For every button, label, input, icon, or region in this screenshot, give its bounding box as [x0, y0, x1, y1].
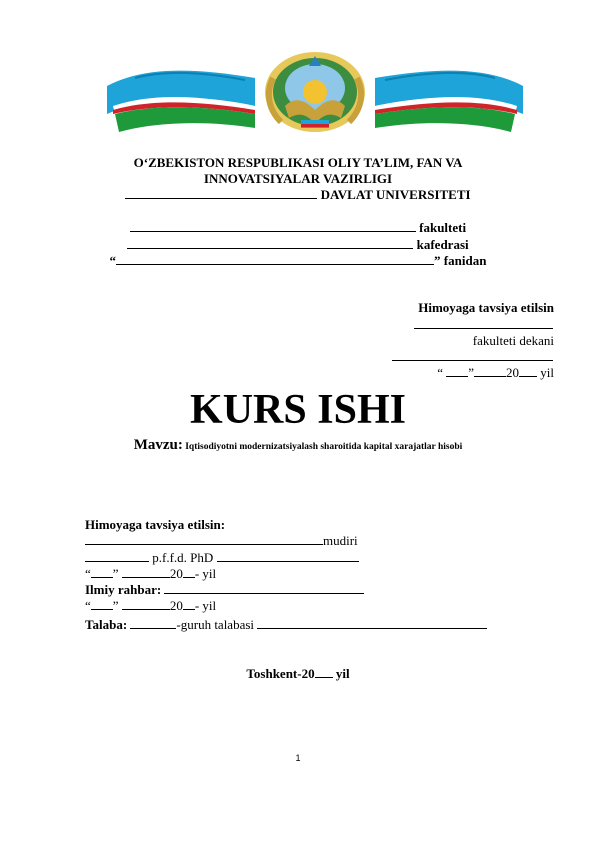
subject-line: “ ” fanidan: [109, 253, 487, 268]
subject-blank: [116, 253, 434, 265]
main-title: KURS ISHI: [190, 387, 406, 433]
left-flag-icon: [107, 71, 255, 132]
dean-label: fakulteti dekani: [472, 333, 554, 348]
department-blank: [127, 237, 413, 249]
head-line: [85, 533, 358, 548]
student-line: [85, 617, 487, 632]
faculty-line: [0, 220, 596, 235]
ministry-line-1: O‘ZBEKISTON RESPUBLIKASI OLIY TA’LIM, FAN VA: [133, 155, 463, 170]
approval-right-blank-1: [414, 328, 553, 329]
university-blank: [125, 187, 317, 199]
supervisor-line: [85, 582, 364, 597]
approval-left-date: “ ” 20 - yil: [85, 566, 217, 581]
university-line: [0, 187, 596, 202]
faculty-blank: [130, 220, 416, 232]
student-name-blank: [257, 617, 487, 629]
city-year: Toshkent-20 yil: [246, 666, 350, 681]
approval-right-date: “ ” 20 yil: [437, 365, 554, 380]
approval-left-title: Himoyaga tavsiya etilsin:: [85, 517, 226, 532]
topic-line: [0, 437, 596, 455]
subject-label: ” fanidan: [434, 253, 487, 268]
state-emblem-banner: [105, 48, 525, 132]
department-label: kafedrasi: [413, 237, 469, 252]
supervisor-blank: [164, 582, 364, 594]
right-flag-icon: [375, 71, 523, 132]
topic-text: Iqtisodiyotni modernizatsiyalash sharoitida kapital xarajatlar hisobi: [182, 442, 463, 452]
student-text: -guruh talabasi: [176, 617, 258, 632]
approval-right-blank-2: [392, 360, 553, 361]
head-label: mudiri: [323, 533, 358, 548]
degree-line: [85, 550, 359, 565]
emblem-icon: [265, 52, 365, 132]
group-blank: [130, 617, 176, 629]
student-label: Talaba:: [85, 617, 128, 632]
department-line: [0, 237, 596, 252]
degree-label: p.f.f.d. PhD: [149, 550, 217, 565]
page-number: 1: [295, 753, 301, 763]
approval-right-title: Himoyaga tavsiya etilsin: [418, 300, 554, 315]
supervisor-date: “ ” 20 - yil: [85, 598, 217, 613]
ministry-line-2: INNOVATSIYALAR VAZIRLIGI: [203, 171, 393, 186]
supervisor-label: Ilmiy rahbar:: [85, 582, 162, 597]
university-suffix: DAVLAT UNIVERSITETI: [317, 187, 471, 202]
topic-label: Mavzu:: [133, 437, 183, 453]
faculty-label: fakulteti: [415, 220, 467, 235]
